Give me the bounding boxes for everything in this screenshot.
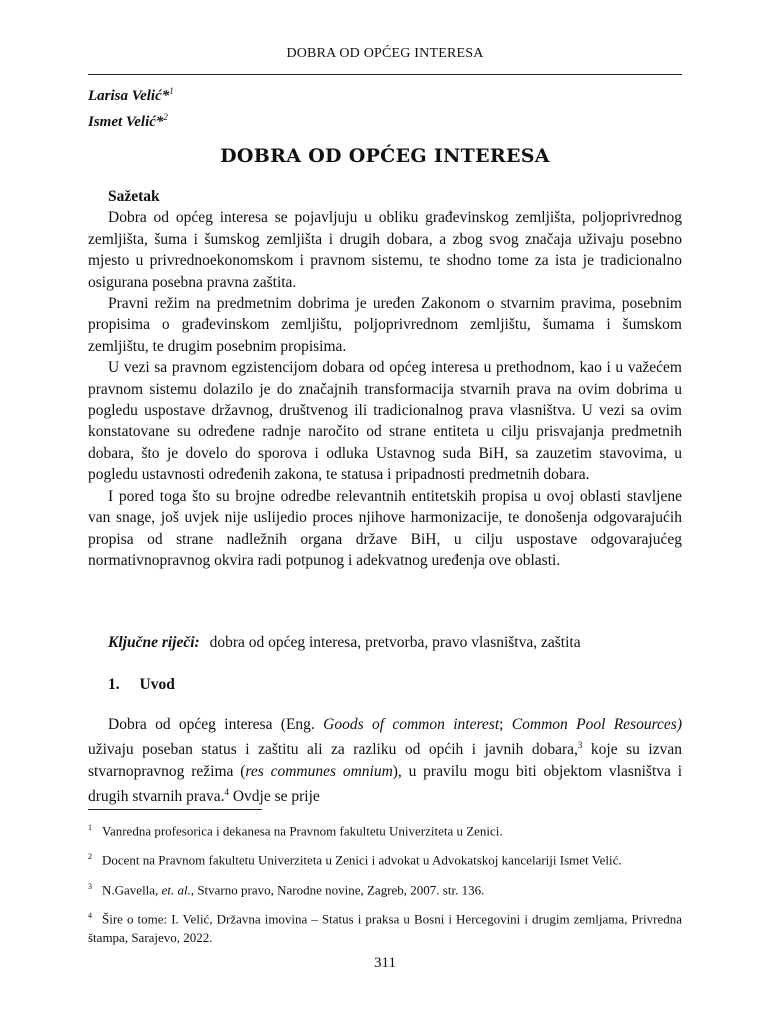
author-name: Larisa Velić* (88, 88, 170, 104)
italic-run: Goods of common interest (323, 716, 500, 733)
footnote-ref[interactable]: 3 (577, 740, 583, 751)
running-head: DOBRA OD OPĆEG INTERESA (286, 46, 484, 61)
text-run: Dobra od općeg interesa (Eng. (108, 716, 315, 733)
keywords-text: dobra od općeg interesa, pretvorba, pravo vlasništva, zaštita (209, 634, 581, 651)
abstract-paragraph: I pored toga što su brojne odredbe relevantnih entitetskih propisa u ovoj oblasti stavljene van snage, još uvjek nije uslijedio proces njihove harmonizacije, te donošenja odgovarajućih propisa od strane nadležnih organa države BiH, u cilju uspostave odgovarajućeg normativnopravnog okvira radi potpunog i adekvatnog uređenja ove oblasti. (88, 487, 682, 569)
italic-run: Common Pool Resources) (511, 716, 682, 733)
keywords (108, 634, 581, 652)
paper-title: DOBRA OD OPĆEG INTERESA (220, 145, 550, 167)
header-divider (88, 74, 682, 75)
footnote-text: Šire o tome: I. Velić, Državna imovina – Status i praksa u Bosni i Hercegovini i drugim zemljama, Privredna štampa, Sarajevo, 2022. (88, 911, 682, 946)
footnote-ref[interactable]: 4 (224, 787, 229, 798)
section-title: Uvod (139, 676, 175, 693)
text-run: koje su izvan stvarnopravnog režima ( (88, 741, 682, 780)
author-list (88, 81, 174, 133)
abstract-heading: Sažetak (108, 188, 160, 205)
footnotes (88, 818, 682, 954)
section-number: 1. (108, 676, 120, 693)
footnote-text: Vanredna profesorica i dekanesa na Pravnom fakultetu Univerziteta u Zenici. (102, 823, 503, 839)
footnote-italic: et. al. (161, 881, 191, 897)
footnote-mark: 2 (88, 852, 92, 862)
footnote-mark: 4 (88, 910, 92, 920)
intro-text (88, 714, 682, 808)
author-footnote-mark: 2 (163, 112, 168, 122)
footnote-text: , Stvarno pravo, Narodne novine, Zagreb, 2007. str. 136. (190, 881, 485, 897)
text-run: ), u pravilu mogu biti objektom vlasništva i drugih stvarnih prava. (88, 762, 682, 806)
section-heading (108, 676, 175, 694)
footnote-text: Docent na Pravnom fakultetu Univerziteta u Zenici i advokat u Advokatskoj kancelariji Ismet Velić. (102, 852, 622, 868)
text-run: Ovdje se prije (228, 788, 320, 806)
abstract (88, 186, 682, 571)
footnote-divider (88, 809, 262, 810)
author-name: Ismet Velić* (88, 114, 164, 130)
footnote-mark: 3 (88, 881, 92, 891)
footnote-text: N.Gavella, (102, 881, 162, 897)
abstract-paragraph: Dobra od općeg interesa se pojavljuju u obliku građevinskog zemljišta, poljoprivrednog zemljišta, šuma i šumskog zemljišta i drugih dobara, a zbog svog značaja uživaju posebno mjesto u privrednoekonomskom i pravnom sistemu, te shodno tome za ista je tradicionalno osigurana posebna pravna zaštita. (88, 209, 682, 291)
footnote (88, 818, 682, 840)
abstract-paragraph: U vezi sa pravnom egzistencijom dobara od općeg interesa u prethodnom, kao i u važećem pravnom sistemu dolazilo je do značajnih transformacija stvarnih prava na ovim dobrima u pogledu uspostave državnog, društvenog ili tradicionalnog prava vlasništva. U vezi sa ovim konstatovane su određene radnje naročito od strane entiteta u cilju prisvajanja predmetnih dobara, što je dovelo do sporova i odluka Ustavnog suda BiH, sa zauzetim stavovima, u pogledu ustavnosti određenih zakona, te statusa i pripadnosti predmetnih dobara. (88, 359, 682, 484)
author-line (88, 81, 174, 107)
footnote-mark: 1 (88, 823, 92, 832)
text-run: ; (499, 716, 504, 733)
author-footnote-mark: 1 (169, 86, 174, 96)
abstract-paragraph: Pravni režim na predmetnim dobrima je uređen Zakonom o stvarnim pravima, posebnim propisima o građevinskom zemljištu, poljoprivrednom zemljištu, šumama i šumskom zemljištu, te drugim posebnim propisima. (88, 295, 682, 355)
footnote (88, 877, 682, 899)
keywords-label: Ključne riječi: (108, 634, 200, 651)
page-number: 311 (374, 955, 396, 971)
intro-paragraph (88, 714, 682, 808)
author-line (88, 107, 174, 133)
text-run: uživaju poseban status i zaštitu ali za razliku od općih i javnih dobara, (88, 741, 578, 759)
italic-run: res communes omnium (245, 762, 393, 780)
footnote (88, 906, 682, 947)
footnote (88, 847, 682, 869)
